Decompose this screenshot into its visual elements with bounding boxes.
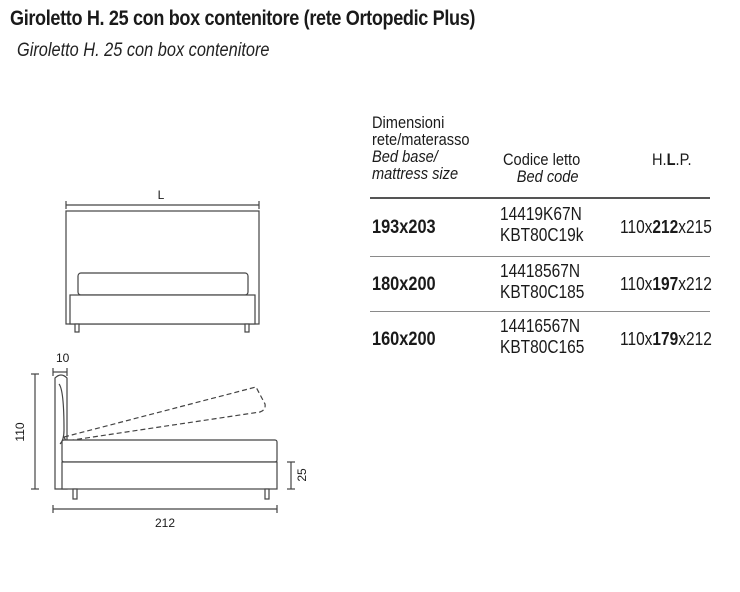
row-code-1: 14418567N	[500, 261, 581, 281]
row-dims-l: 212	[652, 217, 679, 237]
row-code-1: 14416567N	[500, 316, 581, 336]
side-storage-box	[62, 462, 277, 489]
header-size-en-2: mattress size	[372, 164, 459, 183]
page-title: Giroletto H. 25 con box contenitore (rete Ortopedic Plus)	[10, 7, 476, 30]
row-code-2: KBT80C185	[500, 282, 585, 302]
header-size-en-1: Bed base/	[372, 147, 438, 166]
row-dims-p: x212	[678, 329, 712, 349]
header-code-en: Bed code	[516, 167, 579, 186]
header-size-it-2: rete/materasso	[372, 130, 470, 149]
row-dims-l: 197	[652, 274, 679, 294]
side-mattress-base	[62, 440, 277, 462]
headboard-thickness-label: 10	[56, 351, 70, 365]
row-dims-h: 110x	[620, 329, 653, 349]
side-leg-left	[73, 489, 77, 499]
front-view	[66, 201, 259, 332]
row-code-2: KBT80C165	[500, 337, 585, 357]
side-view	[31, 368, 295, 513]
header-size-it-1: Dimensioni	[372, 113, 445, 132]
row-size: 160x200	[372, 329, 436, 350]
side-height-label: 110	[13, 422, 27, 442]
side-depth-label: 212	[154, 516, 176, 530]
front-leg-right	[245, 324, 249, 332]
row-dims-p: x212	[678, 274, 712, 294]
front-width-label: L	[157, 188, 165, 202]
front-base	[70, 295, 255, 324]
page-subtitle: Giroletto H. 25 con box contenitore	[17, 40, 270, 61]
side-leg-right	[265, 489, 269, 499]
header-dims-pre: H.	[652, 150, 667, 169]
row-size: 180x200	[372, 274, 436, 295]
row-code-1: 14419K67N	[500, 204, 582, 224]
header-code-it: Codice letto	[503, 150, 581, 169]
row-dims-h: 110x	[620, 217, 653, 237]
side-raised-base-dashed	[64, 387, 265, 441]
row-size: 193x203	[372, 217, 436, 238]
header-dims-post: .P.	[675, 150, 692, 169]
row-dims-p: x215	[678, 217, 712, 237]
row-code-2: KBT80C19k	[500, 225, 584, 245]
row-dims-h: 110x	[620, 274, 653, 294]
header-dims-bold: L	[666, 150, 676, 169]
front-pillow	[78, 273, 248, 295]
row-dims-l: 179	[652, 329, 679, 349]
base-height-label: 25	[295, 468, 309, 482]
front-leg-left	[75, 324, 79, 332]
